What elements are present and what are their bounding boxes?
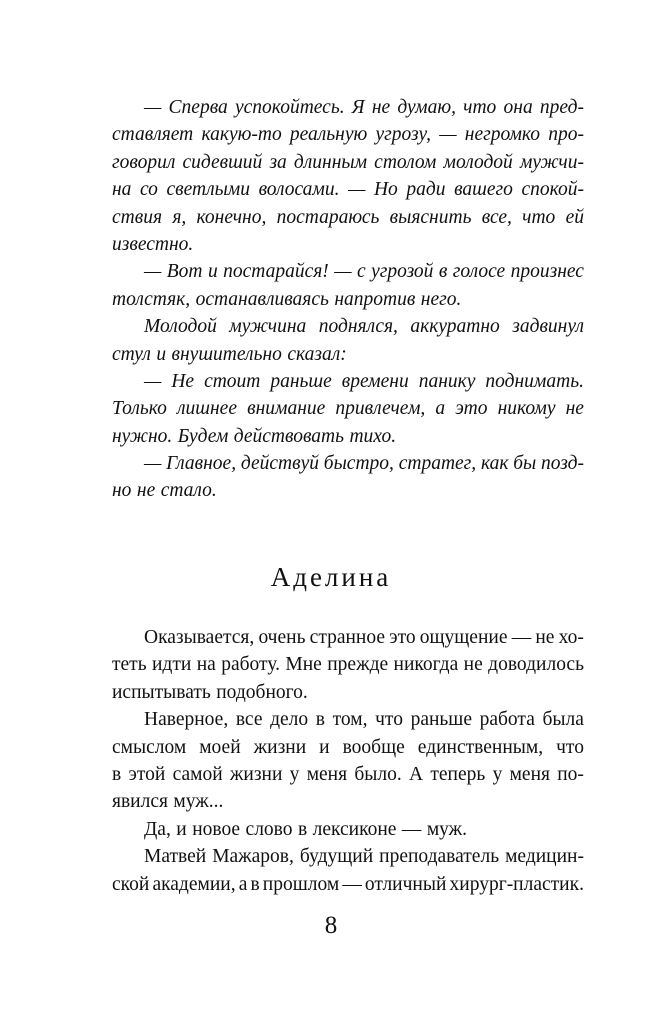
page-number: 8 <box>324 912 338 939</box>
text-line: Молодой мужчина поднялся, аккуратно задвинул <box>144 316 584 338</box>
text-line: — Вот и постарайся! — с угрозой в голосе произнес <box>144 261 584 283</box>
text-line: толстяк, останавливаясь напротив него. <box>112 288 462 310</box>
text-line: — Сперва успокойтесь. Я не думаю, что она пред- <box>144 97 584 118</box>
text-line: Матвей Мажаров, будущий преподаватель медицин- <box>144 846 584 868</box>
text-line: нужно. Будем действовать тихо. <box>112 425 397 447</box>
text-line: теть идти на работу. Мне прежде никогда не доводилось <box>112 654 584 676</box>
text-line: но не стало. <box>112 480 217 502</box>
text-line: говорил сидевший за длинным столом молодой мужчи- <box>112 151 584 173</box>
text-line: в этой самой жизни у меня было. А теперь у меня по- <box>112 763 584 785</box>
text-line: испытывать подобного. <box>112 681 308 703</box>
italic-dialogue-block <box>112 94 584 505</box>
text-line: Оказывается, очень странное это ощущение — не хо- <box>144 627 584 648</box>
chapter-title: Аделина <box>270 562 392 592</box>
text-line: ской академии, а в прошлом — отличный хирург-пластик. <box>112 873 584 895</box>
text-line: на со светлыми волосами. — Но ради вашего спокой- <box>112 179 584 201</box>
text-line: — Главное, действуй быстро, стратег, как бы позд- <box>144 453 584 475</box>
text-line: ствия я, конечно, постараюсь выяснить все, что ей <box>112 206 584 228</box>
text-line: известно. <box>112 233 194 255</box>
text-line: Наверное, все дело в том, что раньше работа была <box>144 709 584 731</box>
text-line: — Не стоит раньше времени панику поднимать. <box>144 370 584 392</box>
text-line: ставляет какую-то реальную угрозу, — негромко про- <box>112 124 584 146</box>
chapter-body-text <box>112 624 584 898</box>
text-line: Только лишнее внимание привлечем, а это никому не <box>112 398 584 420</box>
text-line: явился муж... <box>112 791 224 813</box>
text-line: стул и внушительно сказал: <box>112 343 347 365</box>
text-line: Да, и новое слово в лексиконе — муж. <box>144 818 468 840</box>
text-line: смыслом моей жизни и вообще единственным, что <box>112 736 584 758</box>
